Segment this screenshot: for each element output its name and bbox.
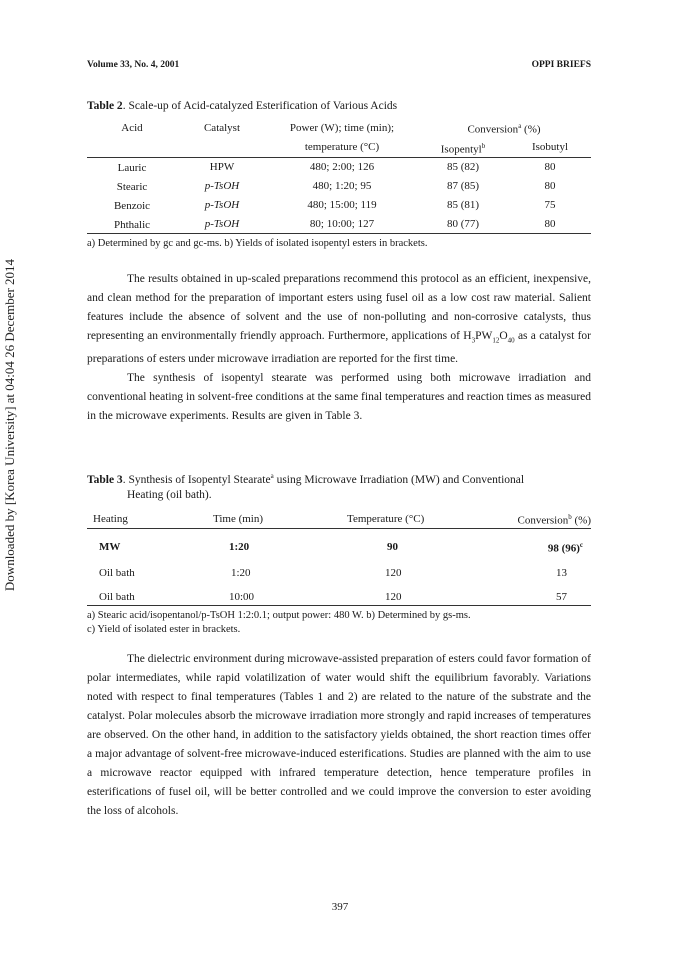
table-3-caption-line2: Heating (oil bath). <box>127 488 212 501</box>
hpw-formula: $H_3PW_{12}O_{40}$ <box>463 330 515 345</box>
paragraph-1: The results obtained in up-scaled preparations recommend this protocol as an efficient, inexpensive, and clean method for the preparation of important esters using fusel oil as a low cost raw material. Salient features include the absence of solvent and the use of non-polluting and non-corrosive catalysts, thus representing an environmentally friendly approach. Furthermore, applications of $H_3PW_{12}O_{40}$ as a catalyst for preparations of esters under microwave irradiation are reported for the first time. <box>87 273 592 366</box>
table-row: Lauric HPW 480; 2:00; 126 85 (82) 80 <box>117 161 556 175</box>
table-row: Phthalic p-TsOH 80; 10:00; 127 80 (77) 80 <box>87 214 591 234</box>
col-catalyst: Catalyst <box>203 121 241 134</box>
body-text-1 <box>87 270 591 426</box>
table-row: MW 1:20 90 98 $(96)^c$ <box>99 541 583 556</box>
col-isopentyl: Isopentyl$^b$ <box>440 141 486 156</box>
col-isobutyl: Isobutyl <box>531 141 569 154</box>
col-conversion: Conversion$^b$ (%) <box>517 512 591 527</box>
table-3-grid <box>87 509 591 606</box>
table-row: Stearic p-TsOH 480; 1:20; 95 87 (85) 80 <box>116 179 556 194</box>
col-power: Power (W); time (min); <box>289 121 395 134</box>
table-3-footnote-2: c) Yield of isolated ester in brackets. <box>87 624 241 636</box>
table-3 <box>87 469 591 637</box>
col-acid: Acid <box>121 121 143 134</box>
download-watermark: Downloaded by [Korea University] at 04:04 26 December 2014 <box>2 258 17 592</box>
table-2-caption: Table 2. Scale-up of Acid-catalyzed Esterification of Various Acids <box>87 100 398 112</box>
page-number: 397 <box>331 901 349 913</box>
running-header <box>87 60 591 70</box>
table-row: Oil bath 1:20 120 13 <box>99 567 567 580</box>
col-power-line2: temperature (°C) <box>304 141 380 154</box>
table-3-footnote-1: a) Stearic acid/isopentanol/p-TsOH 1:2:0.1; output power: 480 W. b) Determined by gs-ms. <box>87 610 471 622</box>
col-heating: Heating <box>93 512 128 525</box>
table-row: Oil bath 10:00 120 57 <box>87 581 591 606</box>
table-2-grid <box>87 118 591 234</box>
col-temperature: Temperature (°C) <box>347 512 425 525</box>
paragraph-3: The dielectric environment during microwave-assisted preparation of esters could favor formation of polar intermediates, while rapid volatilization of water would shift the equilibrium favorably. Variations noted with respect to final temperatures (Tables 1 and 2) are related to the nature of the substrate and the catalyst. Polar molecules absorb the microwave irradiation more strongly and rapid increases of temperatures are observed. On the other hand, in addition to the satisfactory yields obtained, the short reaction times offer a major advantage of solvent-free microwave-induced esterifications. Studies are planned with the aim to use a microwave reactor equipped with infrared temperature detection, hence temperature profiles in esterifications of fusel oil, will be better controlled and we could improve the conversion to ester avoiding the loss of alcohols. <box>87 653 591 817</box>
table-2 <box>87 99 591 251</box>
journal-volume: Volume 33, No. 4, 2001 <box>87 60 180 70</box>
journal-section: OPPI BRIEFS <box>531 60 591 70</box>
col-time: Time (min) <box>213 512 264 525</box>
body-text-2 <box>87 650 591 821</box>
paragraph-2: The synthesis of isopentyl stearate was performed using both microwave irradiation and conventional heating in solvent-free conditions at the same final temperatures and reaction times as measured in the microwave experiments. Results are given in Table 3. <box>87 372 591 423</box>
table-3-caption: Table 3. Synthesis of Isopentyl Stearate$^a$ using Microwave Irradiation (MW) and Conventional <box>87 472 525 486</box>
table-row: Benzoic p-TsOH 480; 15:00; 119 85 (81) 75 <box>113 198 556 213</box>
table-2-footnote: a) Determined by gc and gc-ms. b) Yields of isolated isopentyl esters in brackets. <box>87 238 428 250</box>
col-conversion: Conversion$^a$ (%) <box>467 122 541 136</box>
